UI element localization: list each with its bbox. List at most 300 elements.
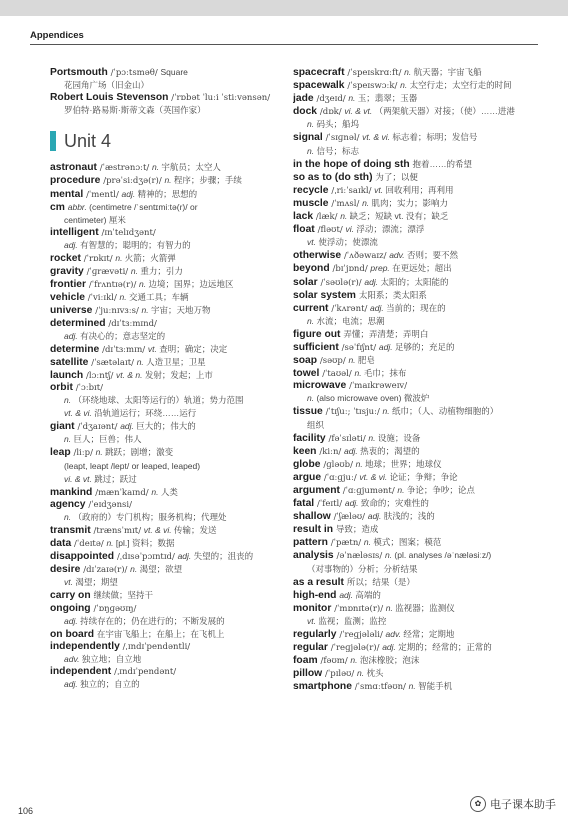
part-of-speech: adj.: [64, 679, 81, 690]
headword: recycle: [293, 184, 332, 196]
part-of-speech: n.: [354, 368, 364, 379]
headword: disappointed: [50, 551, 117, 563]
phonetic: /ˈkʌrənt/: [331, 303, 371, 314]
part-of-speech: n.: [350, 655, 360, 666]
watermark: [470, 796, 556, 812]
definition: 地球；世界；地球仪: [365, 458, 442, 469]
headword: otherwise: [293, 250, 344, 262]
watermark-text: 电子课本助手: [490, 799, 556, 811]
vocab-entry: [293, 471, 543, 484]
definition: （政府的）专门机构；服务机构；代理处: [73, 511, 227, 522]
vocab-entry: [293, 66, 543, 79]
phonetic: /dɪˈzaɪə(r)/: [83, 565, 131, 576]
definition: 跳跃；剧增；激变: [105, 447, 174, 458]
headword: figure out: [293, 328, 344, 340]
definition: 高端的: [355, 589, 381, 600]
phonetic: /ˈdʒaɪənt/: [77, 422, 121, 433]
vocab-entry: [50, 239, 290, 252]
vocab-entry: [50, 653, 290, 666]
phonetic: /ˈsmɑːtfəʊn/: [354, 682, 409, 693]
phonetic: /ˈsɪɡnəl/: [325, 133, 363, 144]
definition: 继续做；坚持干: [93, 590, 154, 601]
definition: 沿轨道运行；环绕……运行: [94, 408, 197, 419]
part-of-speech: vt. & vi.: [362, 132, 393, 143]
definition: 当前的；现在的: [386, 302, 446, 313]
headword: gravity: [50, 266, 87, 278]
definition: 重力；引力: [140, 266, 183, 277]
definition: 渴望；期望: [75, 577, 118, 588]
vocab-entry: [293, 510, 543, 523]
vocab-entry: [50, 446, 290, 459]
headword: cm: [50, 201, 68, 213]
headword: dock: [293, 106, 320, 118]
vocab-entry: [293, 497, 543, 510]
phonetic: /ˈviːɪkl/: [87, 293, 120, 304]
definition: 致命的；灾难性的: [360, 498, 429, 509]
phonetic: /ˈmʌsl/: [331, 198, 363, 209]
headword: sufficient: [293, 341, 342, 353]
part-of-speech: adj.: [64, 330, 81, 341]
definition: 信号；标志: [316, 145, 359, 156]
part-of-speech: abbr.: [67, 201, 90, 212]
vocab-entry: [293, 105, 543, 118]
part-of-speech: vt. & vi.: [143, 525, 174, 535]
vocab-entry: [293, 249, 543, 262]
definition: 太空行走；太空行走的时间: [409, 80, 512, 91]
unit-title: Unit 4: [64, 131, 112, 152]
phonetic: /səˈfɪʃnt/: [341, 342, 379, 353]
top-bar: [0, 0, 568, 16]
definition: 太阳的；太阳能的: [380, 276, 449, 287]
vocab-entry: [293, 380, 543, 392]
vocab-entry: [50, 678, 290, 691]
headword: satellite: [50, 356, 92, 368]
headword: beyond: [293, 263, 333, 275]
part-of-speech: vt.: [64, 577, 76, 588]
vocab-entry: [50, 104, 290, 117]
vocab-entry: [50, 589, 290, 602]
part-of-speech: adj.: [177, 551, 194, 562]
vocab-entry: [50, 343, 290, 356]
part-of-speech: n.: [115, 253, 125, 264]
part-of-speech: n.: [307, 145, 317, 156]
definition: (centimetre /ˈsentɪmiːtə(r)/ or: [89, 201, 198, 212]
definition: 花园角广场（旧金山）: [64, 80, 150, 91]
vocab-entry: [293, 315, 543, 328]
definition: 为了；以便: [375, 171, 418, 182]
headword: shallow: [293, 511, 334, 523]
vocab-entry: [50, 278, 290, 291]
definition: 人类: [160, 486, 178, 497]
vocab-entry: [50, 369, 290, 382]
part-of-speech: vt.: [147, 343, 160, 354]
part-of-speech: n.: [404, 67, 414, 77]
definition: Square: [160, 67, 188, 77]
part-of-speech: vt.: [307, 237, 319, 248]
headword: launch: [50, 369, 87, 381]
phonetic: /ˈjuːnɪvɜːs/: [95, 306, 142, 317]
vocab-entry: [50, 603, 290, 615]
vocab-entry: [50, 304, 290, 317]
phonetic: /ˈpætn/: [330, 538, 364, 549]
phonetic: /ˈmɒnɪtə(r)/: [334, 603, 386, 614]
part-of-speech: vt.: [374, 184, 386, 195]
vocab-entry: [50, 473, 290, 486]
vocab-entry: [50, 499, 290, 511]
definition: 程序；步骤；手续: [173, 175, 242, 186]
vocab-entry: [50, 79, 290, 92]
vocab-entry: [293, 276, 543, 289]
phonetic: /dɪˈtɜːmɪnd/: [108, 318, 157, 329]
vocab-entry: [293, 419, 543, 432]
vocab-entry: [293, 158, 543, 171]
vocab-entry: [50, 214, 290, 227]
part-of-speech: adj.: [343, 445, 361, 456]
phonetic: /læk/: [315, 212, 341, 223]
headword: as a result: [293, 576, 347, 588]
part-of-speech: n.: [307, 393, 317, 404]
definition: 有决心的；意志坚定的: [80, 330, 166, 341]
right-column: [293, 66, 543, 694]
vocab-entry: [50, 161, 290, 174]
part-of-speech: n.: [307, 119, 317, 130]
phonetic: /ˈreɡjələli/: [339, 630, 386, 641]
phonetic: /ˈtɪʃuː; ˈtɪsjuː/: [325, 407, 383, 418]
phonetic: /fləʊt/: [317, 225, 346, 236]
vocab-entry: [50, 576, 290, 589]
phonetic: /ˈʃæləʊ/: [333, 512, 368, 523]
part-of-speech: n.: [151, 486, 161, 497]
vocab-entry: [50, 92, 290, 104]
definition: 在宇宙飞船上；在船上；在飞机上: [96, 628, 225, 639]
phonetic: /ˈreɡjələ(r)/: [330, 643, 383, 654]
definition: （环绕地球、太阳等运行的）轨道；势力范围: [73, 395, 244, 406]
part-of-speech: vt. & vi.: [359, 471, 390, 482]
headword: high-end: [293, 589, 340, 601]
headword: regular: [293, 642, 331, 654]
vocab-entry: [293, 523, 543, 536]
definition: (pl. analyses /əˈnæləsiːz/): [394, 550, 492, 561]
part-of-speech: n.: [400, 80, 410, 91]
vocab-entry: [50, 420, 290, 433]
part-of-speech: n.: [362, 197, 372, 208]
vocab-entry: [293, 589, 543, 602]
phonetic: /ˈtaʊəl/: [322, 369, 355, 380]
phonetic: /ˈeɪdʒənsi/: [88, 499, 132, 510]
vocab-entry: [293, 145, 543, 158]
definition: 在更远处；超出: [392, 263, 452, 274]
definition: 争论；争吵；论点: [406, 485, 475, 495]
phonetic: /səʊp/: [319, 356, 349, 367]
vocab-entry: [293, 79, 543, 92]
phonetic: /ˈɒŋɡəʊɪŋ/: [93, 603, 137, 614]
vocab-entry: [293, 236, 543, 249]
phonetic: /mænˈkaɪnd/: [95, 487, 152, 498]
phonetic: /ˈsætəlaɪt/: [91, 357, 137, 368]
unit-heading: [50, 131, 290, 151]
phonetic: /ˈɑːɡjuː/: [323, 472, 360, 483]
vocab-entry: [50, 486, 290, 499]
definition: 浮动；漂流；漂浮: [356, 224, 425, 235]
phonetic: /ɡləʊb/: [323, 459, 356, 470]
vocab-entry: [293, 92, 543, 105]
headword: data: [50, 538, 75, 550]
definition: 失望的；沮丧的: [193, 551, 254, 562]
definition: 监视；监测；监控: [318, 615, 387, 626]
part-of-speech: n.: [136, 356, 147, 367]
headword: on board: [50, 628, 97, 640]
definition: 毛巾；抹布: [363, 368, 407, 379]
headword: rocket: [50, 253, 84, 265]
definition: 足够的；充足的: [394, 341, 455, 352]
headword: determined: [50, 317, 109, 329]
vocab-entry: [50, 407, 290, 420]
headword: transmit: [50, 525, 94, 536]
vocab-entry: [50, 291, 290, 304]
vocab-entry: [293, 432, 543, 445]
headword: so as to (do sth): [293, 171, 376, 183]
phonetic: /prəˈsiːdʒə(r)/: [103, 176, 165, 187]
part-of-speech: adj.: [367, 511, 384, 522]
headword: desire: [50, 564, 84, 576]
headword: giant: [50, 421, 78, 433]
headword: smartphone: [293, 681, 355, 693]
part-of-speech: vi. & vt.: [64, 473, 95, 484]
vocab-entry: [50, 537, 290, 550]
phonetic: /ˈmentl/: [86, 189, 122, 200]
part-of-speech: n.: [340, 211, 350, 222]
page-number: 106: [18, 806, 34, 816]
definition: 发射；发起；上市: [144, 369, 213, 380]
headword: astronaut: [50, 162, 100, 174]
definition: 标志着；标明；发信号: [392, 132, 478, 143]
part-of-speech: n.: [357, 668, 367, 679]
part-of-speech: adj.: [378, 341, 395, 352]
phonetic: /dɪˈtɜːmɪn/: [102, 344, 148, 355]
phonetic: /ˈɡrævəti/: [86, 267, 131, 278]
part-of-speech: adj.: [382, 642, 399, 653]
definition: 巨大的；伟大的: [136, 421, 196, 432]
definition: 渴望；欲望: [139, 564, 183, 575]
headword: Robert Louis Stevenson: [50, 92, 172, 104]
part-of-speech: n.: [119, 292, 129, 303]
vocab-entry: [293, 262, 543, 275]
vocab-entry: [50, 265, 290, 278]
definition: 玉；翡翠；玉器: [357, 93, 418, 104]
vocab-entry: [50, 563, 290, 576]
definition: 弄懂；弄清楚；弄明白: [343, 328, 429, 339]
right-entries: [293, 66, 543, 694]
part-of-speech: n.: [64, 434, 74, 445]
headword: solar system: [293, 289, 359, 301]
part-of-speech: n.: [64, 395, 74, 406]
part-of-speech: n.: [130, 266, 141, 277]
headword: facility: [293, 432, 329, 444]
vocab-entry: [293, 536, 543, 549]
vocab-entry: [293, 184, 543, 197]
part-of-speech: adj.: [64, 239, 81, 250]
vocab-entry: [293, 341, 543, 354]
vocab-entry: [293, 628, 543, 641]
vocab-entry: [50, 201, 290, 214]
phonetic: /ˈmaɪkrəweɪv/: [349, 381, 408, 392]
definition: 肤浅的；浅的: [383, 511, 435, 522]
part-of-speech: n.: [139, 279, 149, 290]
vocab-entry: [50, 66, 290, 79]
headword: lack: [293, 211, 316, 223]
definition: 宇航员；太空人: [161, 162, 221, 173]
phonetic: /kiːn/: [319, 446, 344, 457]
definition: 热衷的；渴望的: [360, 445, 420, 456]
headword: monitor: [293, 602, 335, 614]
vocab-entry: [50, 433, 290, 446]
definition: 组织: [307, 419, 325, 430]
definition: 宇宙；天地万物: [150, 305, 211, 316]
vocab-entry: [293, 171, 543, 184]
vocab-entry: [293, 367, 543, 380]
vocab-entry: [50, 356, 290, 369]
vocab-entry: [50, 394, 290, 407]
part-of-speech: adj.: [344, 498, 361, 509]
definition: 泡沫橡胶；泡沫: [359, 655, 420, 666]
phonetic: /ˈpɔːtsməθ/: [110, 68, 161, 78]
definition: 回收利用；再利用: [385, 184, 454, 195]
headword: mankind: [50, 486, 96, 498]
headword: independent: [50, 666, 115, 678]
headword: current: [293, 302, 332, 314]
section-header: Appendices: [30, 30, 84, 41]
part-of-speech: vt. & n.: [116, 369, 145, 380]
phonetic: /ˈspeɪswɔːk/: [347, 81, 401, 92]
definition: 缺乏；短缺 vt. 没有；缺乏: [349, 211, 449, 222]
part-of-speech: n.: [363, 537, 374, 548]
part-of-speech: n.: [385, 602, 396, 613]
phonetic: /ˌdɪsəˈpɔɪntɪd/: [116, 552, 178, 563]
definition: 独立地；自立地: [81, 653, 142, 664]
definition: 所以；结果（是）: [346, 576, 415, 587]
part-of-speech: n.: [397, 485, 407, 495]
definition: （对事物的）分析；分析结果: [307, 563, 418, 574]
phonetic: /dɒk/: [319, 107, 345, 118]
definition: 纸巾；（人、动植物细胞的）: [392, 406, 499, 417]
definition: 使浮动；使漂流: [318, 237, 378, 248]
part-of-speech: n.: [95, 447, 106, 458]
definition: 独立的；自立的: [80, 679, 140, 690]
definition: 水流；电流；思潮: [316, 315, 385, 326]
headword: Portsmouth: [50, 67, 111, 78]
part-of-speech: n.: [348, 355, 358, 366]
vocab-entry: [293, 392, 543, 405]
vocab-entry: [50, 628, 290, 641]
phonetic: /ˈsəʊlə(r)/: [320, 277, 365, 288]
phonetic: /fəʊm/: [320, 656, 351, 667]
vocab-entry: [293, 118, 543, 131]
definition: (leapt, leapt /lept/ or leaped, leaped): [64, 460, 201, 471]
headword: vehicle: [50, 292, 88, 304]
vocab-entry: [293, 680, 543, 693]
part-of-speech: adv.: [385, 629, 404, 640]
part-of-speech: n.: [141, 305, 151, 316]
definition: (also microwave oven) 微波炉: [316, 393, 430, 404]
part-of-speech: n.: [164, 175, 174, 186]
part-of-speech: n.: [382, 406, 392, 417]
phonetic: /ˌɪndɪˈpendənt/: [114, 667, 177, 678]
definition: 导致；造成: [335, 524, 379, 535]
headword: microwave: [293, 380, 350, 392]
part-of-speech: n.: [384, 550, 395, 561]
headword: foam: [293, 655, 321, 667]
headword: soap: [293, 355, 320, 367]
part-of-speech: n.: [151, 162, 162, 173]
headword: leap: [50, 447, 74, 459]
vocab-entry: [293, 641, 543, 654]
part-of-speech: adj.: [364, 276, 381, 287]
headword: frontier: [50, 279, 89, 291]
definition: 人造卫星；卫星: [146, 356, 206, 367]
phonetic: /ˈpɪləʊ/: [325, 669, 357, 680]
definition: 查明；确定；决定: [159, 343, 228, 354]
headword: signal: [293, 132, 326, 144]
part-of-speech: n.: [348, 93, 358, 104]
definition: 航天器；宇宙飞船: [413, 67, 482, 77]
definition: 边境；国界；边远地区: [148, 279, 234, 290]
part-of-speech: n.: [355, 458, 366, 469]
headword: orbit: [50, 381, 76, 393]
definition: 肌肉；实力；影响力: [371, 197, 449, 208]
headword: pillow: [293, 668, 326, 680]
part-of-speech: prep.: [370, 263, 393, 274]
part-of-speech: adj.: [120, 421, 137, 432]
vocab-entry: [50, 641, 290, 653]
vocab-entry: [293, 302, 543, 315]
phonetic: /ɪnˈtelɪdʒənt/: [101, 227, 156, 238]
part-of-speech: adv.: [64, 653, 82, 664]
part-of-speech: n.: [408, 681, 419, 692]
phonetic: /dʒeɪd/: [316, 94, 349, 105]
definition: （两架航天器）对接；（使）……进港: [374, 106, 515, 117]
headword: carry on: [50, 590, 94, 602]
left-top-entries: [50, 66, 290, 117]
vocab-entry: [50, 615, 290, 628]
part-of-speech: n.: [130, 564, 140, 575]
part-of-speech: n.: [307, 315, 317, 326]
headword: procedure: [50, 175, 104, 187]
definition: 交通工具；车辆: [128, 292, 189, 303]
headword: analysis: [293, 550, 337, 562]
headword: muscle: [293, 197, 332, 209]
vocab-entry: [293, 563, 543, 576]
part-of-speech: adv.: [389, 250, 407, 261]
phonetic: /liːp/: [73, 448, 96, 459]
headword: determine: [50, 343, 103, 355]
definition: 监视器；监测仪: [395, 602, 455, 613]
phonetic: /ˈæstrənɔːt/: [99, 163, 152, 174]
vocab-entry: [50, 511, 290, 524]
headword: towel: [293, 368, 323, 380]
vocab-entry: [293, 210, 543, 223]
vocab-entry: [50, 188, 290, 201]
part-of-speech: adj.: [121, 188, 138, 199]
vocab-entry: [293, 354, 543, 367]
headword: float: [293, 224, 318, 236]
vocab-entry: [293, 445, 543, 458]
part-of-speech: n.: [64, 511, 74, 522]
vocab-entry: [50, 382, 290, 394]
definition: 经常；定期地: [403, 629, 455, 640]
left-entries: [50, 161, 290, 691]
headword: regularly: [293, 629, 340, 641]
vocab-entry: [293, 654, 543, 667]
